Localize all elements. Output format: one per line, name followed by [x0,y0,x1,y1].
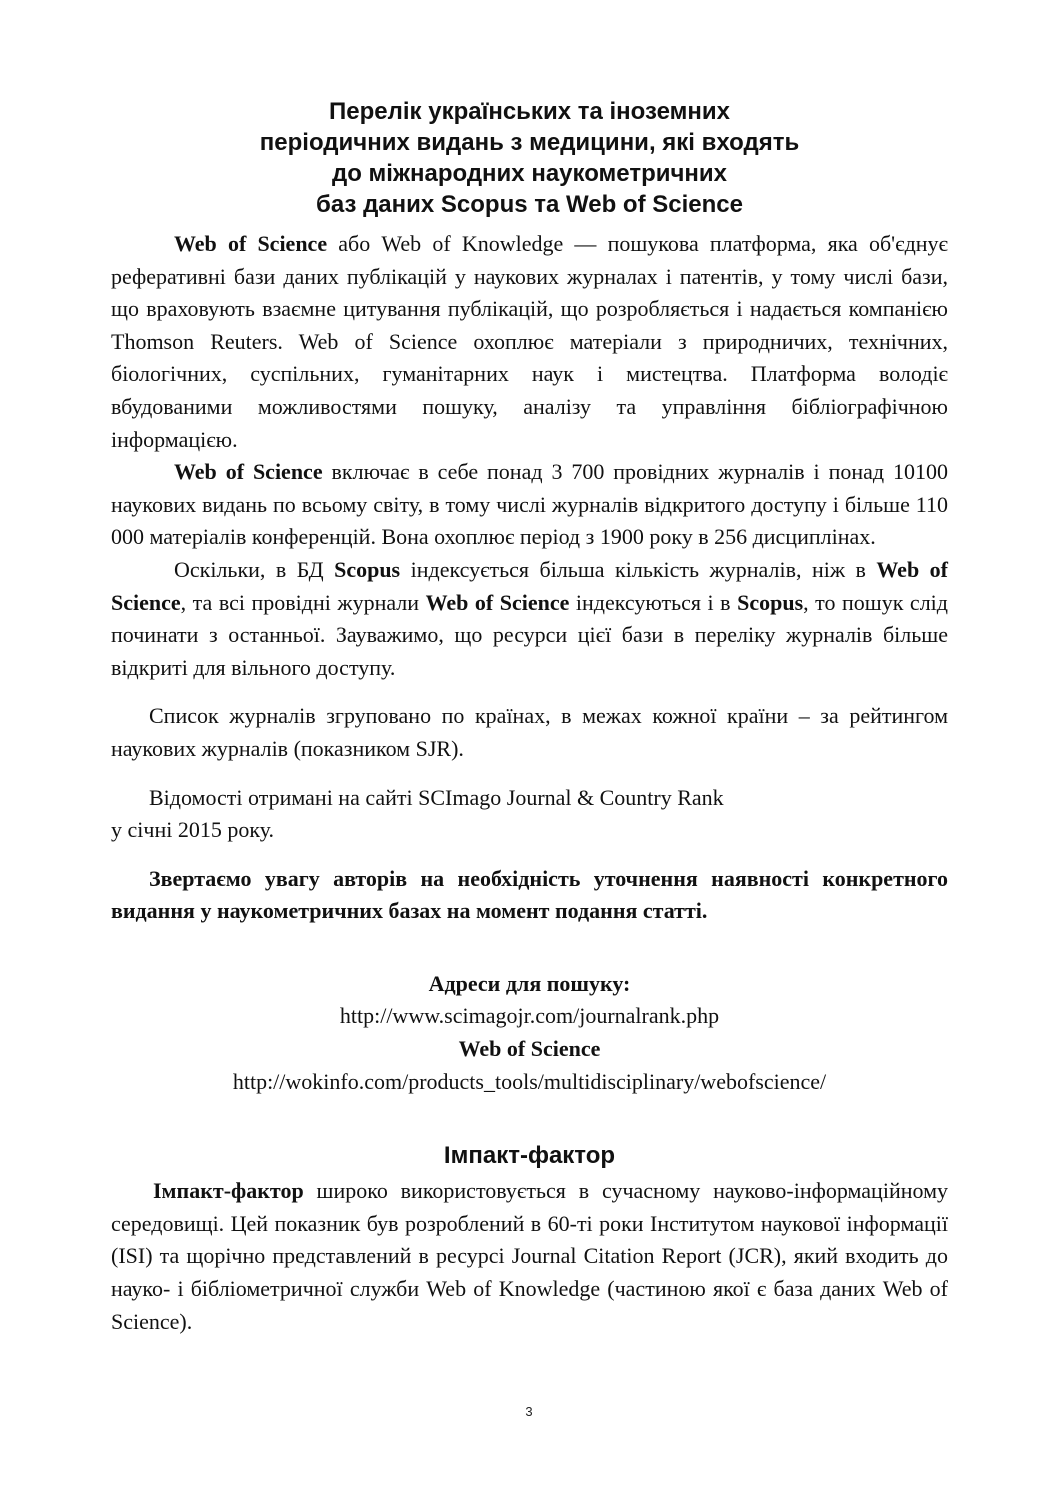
bold-term: Web of Science [174,459,323,485]
paragraph-wos-intro [111,228,948,456]
paragraph-text: або Web of Knowledge — пошукова платформа, яка об'єднує реферативні бази даних публікацій у наукових журналах і патентів, у тому числі бази, що враховують взаємне цитування публікацій, що розробляється і надається компанією Thomson Reuters. Web of Science охоплює матеріали з природничих, технічних, біологічних, суспільних, гуманітарних наук і мистецтва. Платформа володіє вбудованими можливостями пошуку, аналізу та управління бібліографічною інформацією. [111,231,948,452]
paragraph-text: , та всі провідні журнали [180,589,426,615]
paragraph-text: Відомості отримані на сайті SCImago Journal & Country Rank [149,784,724,810]
title-line: баз даних Scopus та Web of Science [316,191,743,218]
title-line: періодичних видань з медицини, які входять [259,129,800,156]
bold-term: Web of Science [174,231,328,256]
paragraph-text: включає в себе понад 3 700 провідних журналів і понад 10100 наукових видань по всьому світу, в тому числі журналів відкритого доступу і більше 110 000 матеріалів конференцій. Вона охоплює період з 1900 року в 256 дисциплінах. [111,459,948,550]
wos-label: Web of Science [458,1036,601,1062]
document-page [111,96,948,1338]
authors-notice: Звертаємо увагу авторів на необхідність уточнення наявності конкретного видання у наукометричних базах на момент подання статті. [111,865,948,924]
paragraph-wos-coverage [111,456,948,554]
bold-term: Web of Science [425,589,570,615]
scimago-link[interactable]: http://www.scimagojr.com/journalrank.php [339,1003,720,1029]
search-addresses [111,968,948,1098]
paragraph-text: індексується більша кількість журналів, ніж в [400,556,877,582]
paragraph-scopus-vs-wos [111,554,948,684]
paragraph-text: у січні 2015 року. [111,817,275,843]
paragraph-text: індексуються і в [569,589,738,615]
bold-term: Scopus [737,589,804,615]
paragraph-text: , то пошук слід починати з останньої. Зауважимо, що ресурси цієї бази в переліку журналів більше відкриті для вільного доступу. [111,589,948,680]
paragraph-grouping: Список журналів згруповано по країнах, в межах кожної країни – за рейтингом наукових журналів (показником SJR). [111,703,948,761]
bold-term: Імпакт-фактор [153,1178,304,1204]
bold-term: Scopus [334,556,401,582]
paragraph-text: широко використовується в сучасному науково-інформаційному середовищі. Цей показник був розроблений в 60-ті роки Інститутом наукової інформації (ISI) та щорічно представлений в ресурсі Journal Citation Report (JCR), який входить до науко- і бібліометричної служби Web of Knowledge (частиною якої є база даних Web of Science). [111,1178,948,1334]
search-heading: Адреси для пошуку: [428,970,631,996]
wos-link[interactable]: http://wokinfo.com/products_tools/multidisciplinary/webofscience/ [232,1068,827,1094]
document-body [111,228,948,1098]
page-number: 3 [525,1404,533,1419]
bold-term: Web of Science [111,556,948,615]
paragraph-source [111,782,948,847]
impact-factor-heading: Імпакт-фактор [443,1142,616,1170]
paragraph-text: Оскільки, в БД [174,556,335,582]
document-title [111,96,948,220]
impact-section [111,1175,948,1338]
paragraph-impact-factor [111,1175,948,1338]
title-line: до міжнародних наукометричних [331,160,728,187]
title-line: Перелік українських та іноземних [329,98,730,125]
